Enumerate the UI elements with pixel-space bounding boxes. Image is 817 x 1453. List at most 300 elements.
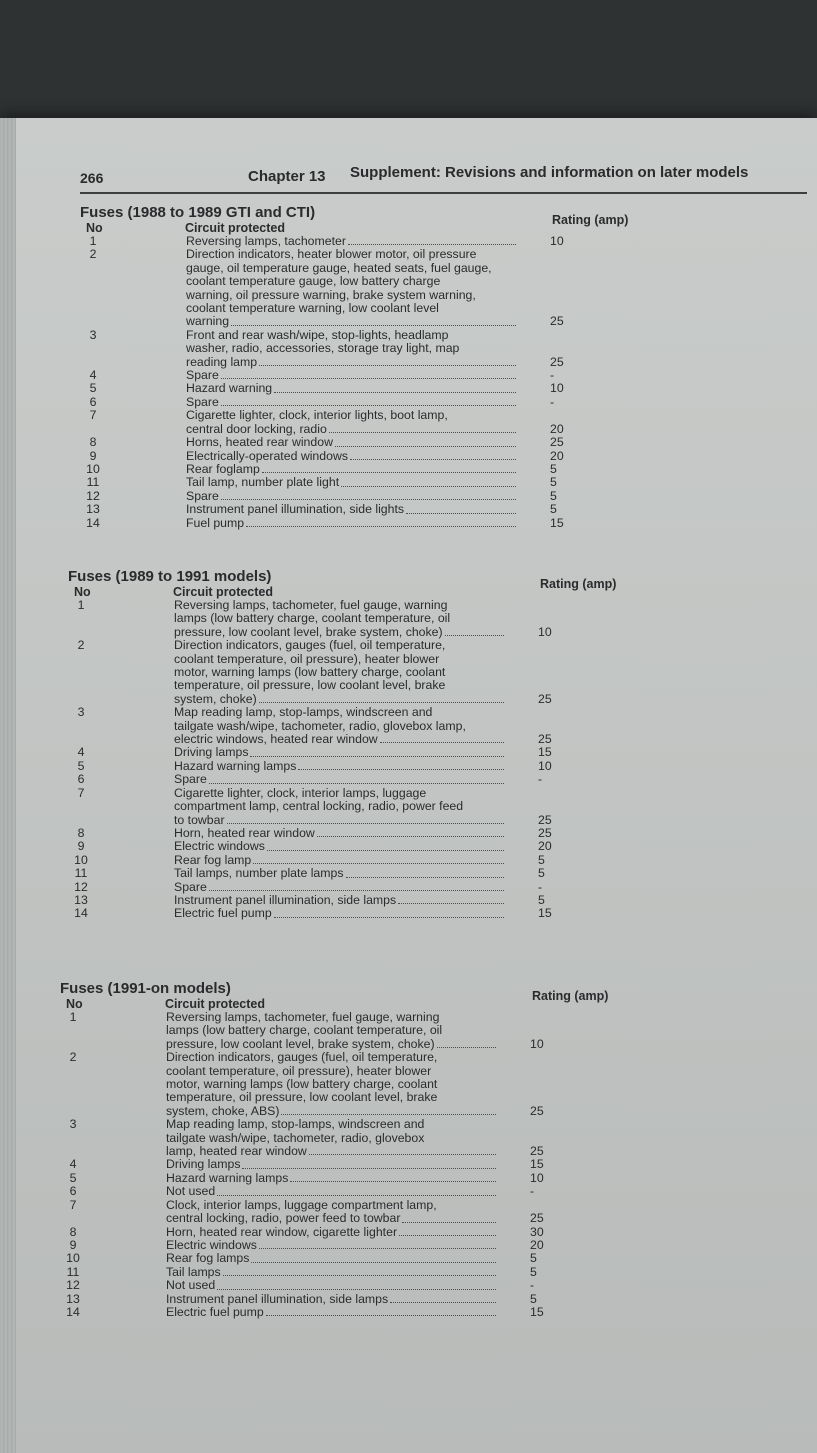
column-header-circuit: Circuit protected [173, 585, 274, 599]
dot-leader [217, 1185, 496, 1195]
circuit-line: Direction indicators, gauges (fuel, oil temperature, [174, 639, 446, 653]
circuit-line-text: Driving lamps [166, 1158, 241, 1172]
fuse-row [60, 1266, 630, 1279]
circuit-line [186, 396, 518, 409]
fuse-rating: 10 [550, 234, 564, 248]
circuit-line [174, 894, 506, 907]
circuit-line-text: Reversing lamps, tachometer [186, 235, 346, 248]
circuit-line [186, 436, 518, 449]
circuit-line: motor, warning lamps (low battery charge, coolant [166, 1078, 438, 1092]
dot-leader [298, 760, 504, 770]
circuit-line-text: warning [186, 315, 230, 329]
circuit-line [166, 1306, 498, 1319]
fuse-row [68, 746, 638, 759]
circuit-line: warning, oil pressure warning, brake system warning, [186, 288, 476, 302]
fuse-rating: - [530, 1278, 535, 1293]
circuit-line: coolant temperature gauge, low battery charge [186, 275, 441, 289]
fuse-rating: 10 [530, 1036, 544, 1051]
fuse-number: 10 [66, 1251, 80, 1266]
fuse-rating: 25 [530, 1144, 544, 1159]
circuit-description [174, 599, 506, 639]
fuse-number: 9 [69, 1237, 77, 1252]
fuse-row [60, 1158, 630, 1171]
fuse-number: 1 [69, 1010, 77, 1024]
circuit-line [166, 1293, 498, 1306]
circuit-line [174, 626, 506, 639]
fuse-table-1988-1989 [80, 204, 650, 530]
column-header-no: No [74, 585, 91, 599]
column-headers [80, 213, 650, 235]
circuit-description [174, 881, 506, 894]
circuit-line [174, 746, 506, 759]
circuit-line: Map reading lamp, stop-lamps, windscreen and [174, 706, 433, 720]
circuit-line [186, 382, 518, 395]
circuit-line-text: pressure, low coolant level, brake system, choke) [174, 625, 443, 639]
fuse-row [68, 827, 638, 840]
fuse-rating: 10 [530, 1170, 544, 1185]
circuit-line: Direction indicators, gauges (fuel, oil temperature, [166, 1051, 438, 1065]
page-number: 266 [80, 170, 104, 186]
column-header-no: No [66, 997, 83, 1011]
fuse-row [60, 1199, 630, 1226]
circuit-line-text: pressure, low coolant level, brake system, choke) [166, 1037, 435, 1051]
circuit-line: washer, radio, accessories, storage tray light, map [186, 342, 460, 356]
fuse-number: 13 [86, 502, 100, 517]
circuit-line-text: Not used [166, 1279, 216, 1293]
circuit-description [186, 369, 518, 382]
circuit-description [186, 409, 518, 436]
circuit-line-text: Hazard warning lamps [174, 759, 297, 773]
dot-leader [274, 907, 504, 917]
circuit-description [186, 490, 518, 503]
fuse-rating: 25 [538, 825, 552, 840]
fuse-number: 14 [66, 1304, 80, 1319]
circuit-line: temperature, oil pressure, low coolant level, brake [166, 1091, 438, 1105]
circuit-line-text: to towbar [174, 813, 225, 827]
fuse-rating: 25 [538, 812, 552, 827]
dot-leader [253, 854, 504, 864]
circuit-line-text: lamp, heated rear window [166, 1145, 307, 1159]
page-header [80, 166, 793, 190]
fuse-number: 12 [86, 488, 100, 503]
circuit-line [174, 854, 506, 867]
circuit-line-text: system, choke, ABS) [166, 1104, 280, 1118]
fuse-rating: 5 [530, 1264, 537, 1279]
fuse-number: 11 [74, 866, 88, 881]
fuse-rating: 20 [530, 1237, 544, 1252]
fuse-number: 11 [66, 1264, 80, 1279]
fuse-rating: 25 [530, 1211, 544, 1226]
dot-leader [437, 1038, 496, 1048]
column-header-rating: Rating (amp) [540, 577, 617, 591]
circuit-description [186, 248, 518, 328]
fuse-row [60, 1011, 630, 1051]
fuse-row [68, 599, 638, 639]
circuit-line-text: Horn, heated rear window, cigarette lighter [166, 1225, 398, 1239]
fuse-row [80, 490, 650, 503]
circuit-description [186, 503, 518, 516]
fuse-number: 13 [74, 892, 88, 907]
fuse-row [80, 369, 650, 382]
fuse-number: 9 [77, 839, 85, 854]
circuit-description [166, 1239, 498, 1252]
circuit-line [166, 1172, 498, 1185]
fuse-number: 12 [74, 879, 88, 894]
fuse-number: 2 [77, 638, 85, 653]
circuit-line-text: Spare [174, 880, 207, 894]
circuit-line [186, 369, 518, 382]
dot-leader [259, 1239, 496, 1249]
circuit-line [186, 235, 518, 248]
circuit-line-text: Not used [166, 1185, 216, 1199]
circuit-line-text: Instrument panel illumination, side lamps [166, 1292, 389, 1306]
circuit-line [186, 517, 518, 530]
fuse-row [68, 840, 638, 853]
circuit-line [174, 867, 506, 880]
circuit-description [174, 854, 506, 867]
circuit-description [186, 476, 518, 489]
circuit-description [166, 1293, 498, 1306]
dot-leader [259, 693, 504, 703]
circuit-description [166, 1306, 498, 1319]
circuit-line-text: Instrument panel illumination, side lamps [174, 893, 397, 907]
circuit-description [174, 907, 506, 920]
fuse-rating: - [550, 394, 555, 409]
fuse-row [68, 787, 638, 827]
fuse-rating: 25 [550, 354, 564, 369]
fuse-number: 9 [89, 448, 97, 463]
circuit-description [166, 1199, 498, 1226]
circuit-line [166, 1279, 498, 1292]
fuse-number: 6 [69, 1184, 77, 1199]
circuit-description [166, 1279, 498, 1292]
fuse-row [68, 867, 638, 880]
fuse-rating: - [530, 1184, 535, 1199]
circuit-line-text: Tail lamps [166, 1265, 221, 1279]
fuse-rating: 15 [538, 906, 552, 921]
dot-leader [242, 1158, 496, 1168]
circuit-description [186, 329, 518, 369]
section-title: Fuses (1991-on models) [60, 980, 231, 997]
circuit-line: Front and rear wash/wipe, stop-lights, headlamp [186, 328, 449, 342]
circuit-line: lamps (low battery charge, coolant temperature, oil [166, 1024, 443, 1038]
circuit-line-text: Spare [174, 773, 207, 787]
fuse-rating: 10 [538, 624, 552, 639]
circuit-line: tailgate wash/wipe, tachometer, radio, glovebox lamp, [174, 719, 466, 733]
fuse-number: 13 [66, 1291, 80, 1306]
circuit-line [166, 1105, 498, 1118]
circuit-line-text: Horn, heated rear window [174, 826, 315, 840]
dot-leader [406, 503, 516, 513]
fuse-row [80, 436, 650, 449]
circuit-line-text: central door locking, radio [186, 422, 327, 436]
fuse-number: 7 [77, 785, 85, 800]
section-title: Fuses (1988 to 1989 GTI and CTI) [80, 204, 316, 221]
circuit-line-text: Electric fuel pump [166, 1305, 264, 1319]
fuse-row [68, 894, 638, 907]
circuit-line: Cigarette lighter, clock, interior lights, boot lamp, [186, 409, 448, 423]
fuse-rating: 30 [530, 1224, 544, 1239]
circuit-description [166, 1118, 498, 1158]
circuit-line-text: Hazard warning lamps [166, 1171, 289, 1185]
fuse-number: 6 [77, 772, 85, 787]
circuit-line: lamps (low battery charge, coolant temperature, oil [174, 612, 451, 626]
dot-leader [346, 867, 505, 877]
circuit-description [174, 867, 506, 880]
fuse-row [68, 706, 638, 746]
circuit-line: coolant temperature, oil pressure), heater blower [174, 652, 440, 666]
circuit-description [166, 1185, 498, 1198]
circuit-line-text: Rear fog lamps [166, 1252, 250, 1266]
fuse-rating: 15 [530, 1157, 544, 1172]
fuse-rating: 20 [550, 448, 564, 463]
fuse-rating: 25 [530, 1103, 544, 1118]
circuit-line [166, 1239, 498, 1252]
circuit-line [166, 1185, 498, 1198]
fuse-number: 4 [69, 1157, 77, 1172]
fuse-row [60, 1279, 630, 1292]
fuse-number: 14 [74, 906, 88, 921]
circuit-line [174, 760, 506, 773]
circuit-line-text: Electric fuel pump [174, 907, 272, 921]
circuit-line-text: Electric windows [174, 840, 265, 854]
fuse-rating: - [538, 879, 543, 894]
circuit-line: gauge, oil temperature gauge, heated seats, fuel gauge, [186, 261, 492, 275]
circuit-line-text: Hazard warning [186, 382, 273, 396]
fuse-row [80, 517, 650, 530]
fuse-rating: 5 [538, 852, 545, 867]
circuit-description [166, 1011, 498, 1051]
circuit-line: coolant temperature, oil pressure), heater blower [166, 1064, 432, 1078]
column-header-circuit: Circuit protected [165, 997, 266, 1011]
circuit-line [174, 814, 506, 827]
circuit-line [166, 1266, 498, 1279]
fuse-number: 8 [69, 1224, 77, 1239]
fuse-table-1991-on [60, 980, 630, 1319]
circuit-line [174, 693, 506, 706]
circuit-line-text: Electrically-operated windows [186, 449, 348, 463]
fuse-rating: 5 [550, 461, 557, 476]
dot-leader [231, 315, 516, 325]
circuit-description [186, 463, 518, 476]
circuit-line-text: central locking, radio, power feed to towbar [166, 1212, 401, 1226]
fuse-rating: 25 [538, 691, 552, 706]
book-page [0, 118, 817, 1453]
dot-leader [209, 773, 504, 783]
circuit-description [166, 1051, 498, 1118]
fuse-row [80, 409, 650, 436]
circuit-line: motor, warning lamps (low battery charge, coolant [174, 666, 446, 680]
circuit-line [186, 463, 518, 476]
circuit-line [166, 1226, 498, 1239]
fuse-rating: 25 [538, 732, 552, 747]
fuse-row [60, 1118, 630, 1158]
fuse-number: 11 [86, 475, 100, 490]
dot-leader [348, 235, 516, 245]
circuit-line-text: Instrument panel illumination, side lights [186, 503, 405, 517]
dot-leader [221, 396, 516, 406]
circuit-description [186, 396, 518, 409]
chapter-label: Chapter 13 [248, 168, 326, 185]
circuit-line [186, 476, 518, 489]
circuit-line: Reversing lamps, tachometer, fuel gauge, warning [174, 599, 448, 612]
circuit-line [166, 1158, 498, 1171]
fuse-rating: 5 [550, 488, 557, 503]
fuse-row [60, 1239, 630, 1252]
circuit-line-text: Tail lamp, number plate light [186, 476, 340, 490]
circuit-line [186, 423, 518, 436]
circuit-line-text: Electric windows [166, 1238, 257, 1252]
circuit-line [186, 315, 518, 328]
fuse-rating: 15 [530, 1304, 544, 1319]
circuit-line [186, 356, 518, 369]
dot-leader [209, 881, 504, 891]
circuit-line: Reversing lamps, tachometer, fuel gauge, warning [166, 1011, 440, 1024]
fuse-number: 2 [69, 1050, 77, 1065]
fuse-table-1989-1991 [68, 568, 638, 921]
circuit-line-text: Tail lamps, number plate lamps [174, 867, 344, 881]
section-title: Fuses (1989 to 1991 models) [68, 568, 272, 585]
column-header-rating: Rating (amp) [552, 213, 629, 227]
fuse-rating: 5 [530, 1291, 537, 1306]
circuit-description [174, 840, 506, 853]
dot-leader [398, 894, 504, 904]
circuit-description [174, 787, 506, 827]
fuse-rating: 15 [550, 515, 564, 530]
fuse-rating: 15 [538, 745, 552, 760]
fuse-rating: 20 [538, 839, 552, 854]
fuse-rating: - [550, 368, 555, 383]
header-rule [80, 192, 807, 194]
dot-leader [380, 733, 504, 743]
dot-leader [329, 423, 516, 433]
circuit-line-text: Rear foglamp [186, 462, 260, 476]
fuse-row [68, 907, 638, 920]
fuse-row [68, 760, 638, 773]
dot-leader [223, 1266, 496, 1276]
column-header-circuit: Circuit protected [185, 221, 286, 235]
circuit-description [174, 746, 506, 759]
fuse-row [68, 639, 638, 706]
circuit-line-text: electric windows, heated rear window [174, 733, 378, 747]
fuse-row [80, 463, 650, 476]
circuit-line [166, 1252, 498, 1265]
fuse-row [80, 396, 650, 409]
column-headers [60, 989, 630, 1011]
fuse-row [60, 1252, 630, 1265]
fuse-rating: 20 [550, 421, 564, 436]
dot-leader [402, 1212, 496, 1222]
fuse-row [80, 382, 650, 395]
fuse-rating: - [538, 772, 543, 787]
fuse-number: 14 [86, 515, 100, 530]
fuse-number: 3 [89, 327, 97, 342]
dot-leader [221, 490, 516, 500]
circuit-line: Map reading lamp, stop-lamps, windscreen and [166, 1118, 425, 1132]
dot-leader [290, 1172, 496, 1182]
dot-leader [445, 626, 504, 636]
page-stack-edge [0, 118, 16, 1453]
fuse-number: 10 [74, 852, 88, 867]
fuse-row [60, 1306, 630, 1319]
column-header-rating: Rating (amp) [532, 989, 609, 1003]
circuit-line-text: Fuel pump [186, 516, 245, 530]
circuit-description [166, 1266, 498, 1279]
dot-leader [309, 1145, 496, 1155]
fuse-row [60, 1172, 630, 1185]
circuit-line: Clock, interior lamps, luggage compartment lamp, [166, 1198, 437, 1212]
circuit-line [174, 773, 506, 786]
fuse-number: 5 [89, 381, 97, 396]
circuit-line: Direction indicators, heater blower motor, oil pressure [186, 248, 477, 262]
fuse-number: 3 [77, 705, 85, 720]
dot-leader [274, 382, 516, 392]
circuit-line: Cigarette lighter, clock, interior lamps, luggage [174, 786, 427, 800]
circuit-description [174, 894, 506, 907]
circuit-description [166, 1252, 498, 1265]
fuse-row [60, 1185, 630, 1198]
fuse-row [80, 329, 650, 369]
circuit-description [166, 1226, 498, 1239]
fuse-row [68, 854, 638, 867]
fuse-number: 1 [77, 598, 85, 612]
circuit-line [186, 490, 518, 503]
fuse-number: 1 [89, 234, 97, 248]
column-headers [68, 577, 638, 599]
dot-leader [266, 1306, 496, 1316]
dot-leader [217, 1279, 496, 1289]
circuit-line [174, 733, 506, 746]
fuse-row [80, 476, 650, 489]
fuse-rating: 25 [550, 314, 564, 329]
dot-leader [250, 746, 504, 756]
fuse-rating: 5 [530, 1251, 537, 1266]
circuit-description [186, 436, 518, 449]
circuit-line-text: Horns, heated rear window [186, 436, 333, 450]
fuse-row [60, 1293, 630, 1306]
circuit-line [174, 827, 506, 840]
circuit-line-text: Spare [186, 395, 219, 409]
fuse-number: 4 [89, 368, 97, 383]
fuse-rating: 5 [550, 475, 557, 490]
circuit-line [186, 450, 518, 463]
fuse-number: 8 [77, 825, 85, 840]
circuit-line: temperature, oil pressure, low coolant level, brake [174, 679, 446, 693]
circuit-line [174, 907, 506, 920]
circuit-line: tailgate wash/wipe, tachometer, radio, glovebox [166, 1131, 425, 1145]
fuse-number: 5 [77, 758, 85, 773]
fuse-row [60, 1226, 630, 1239]
fuse-number: 3 [69, 1117, 77, 1132]
fuse-row [68, 881, 638, 894]
fuse-number: 10 [86, 461, 100, 476]
circuit-line [166, 1212, 498, 1225]
circuit-line: compartment lamp, central locking, radio, power feed [174, 800, 464, 814]
fuse-row [60, 1051, 630, 1118]
circuit-line [166, 1038, 498, 1051]
circuit-line [174, 840, 506, 853]
circuit-line-text: reading lamp [186, 355, 258, 369]
dot-leader [317, 827, 504, 837]
circuit-line [166, 1145, 498, 1158]
fuse-row [80, 450, 650, 463]
fuse-row [80, 235, 650, 248]
dot-leader [267, 840, 504, 850]
circuit-line-text: Rear fog lamp [174, 853, 252, 867]
dot-leader [335, 436, 516, 446]
dot-leader [246, 517, 516, 527]
fuse-number: 2 [89, 247, 97, 262]
